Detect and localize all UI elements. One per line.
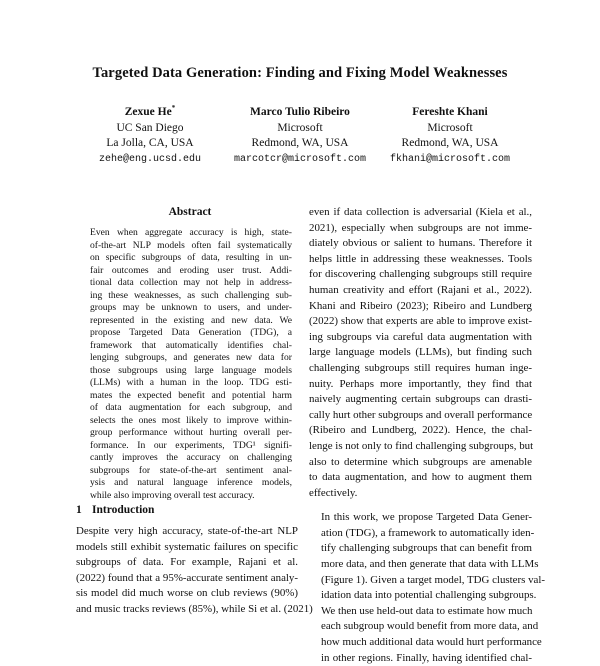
text-line: sis model did much worse on club reviews (90%)	[76, 587, 298, 600]
text-line: large language models (LLMs), but finding such	[309, 346, 532, 359]
text-line: subgroups for state-of-the-art sentiment anal-	[90, 464, 292, 476]
text-line: nuity. Perhaps more importantly, they find that	[309, 377, 532, 390]
text-line: selects the ones most likely to improve within-	[90, 414, 292, 426]
author-email: zehe@eng.ucsd.edu	[98, 153, 202, 165]
text-line: human creativity and effort (Rajani et al., 2022).	[309, 283, 532, 296]
text-line: framework that automatically identifies chal-	[90, 339, 292, 351]
text-line: formance. In our experiments, TDG¹ signifi-	[90, 439, 292, 451]
text-line: represented in the existing and new data. We	[90, 314, 292, 326]
text-line: helps little in addressing these weaknesses. Tools	[309, 252, 532, 265]
text-line: (LLMs) with a human in the loop. TDG esti-	[90, 377, 292, 388]
text-line: naively augmenting certain subgroups can drasti-	[309, 393, 532, 406]
author-location: Redmond, WA, USA	[251, 137, 349, 149]
text-line: challenging subgroups still requires human inge-	[309, 361, 532, 374]
text-line: on specific subgroups of data, resulting in un-	[90, 252, 292, 263]
text-line: ysis and natural language inference models,	[90, 477, 292, 488]
right-column	[309, 205, 546, 666]
text-line: (2022) show that experts are able to improve exist-	[309, 315, 532, 328]
text-line: how much additional data would hurt performance	[321, 636, 542, 649]
author-location: La Jolla, CA, USA	[106, 137, 194, 149]
text-line: diately obvious or salient to humans. Therefore it	[309, 237, 532, 250]
author-email: marcotcr@microsoft.com	[233, 153, 367, 165]
author-name: Zexue He*	[124, 104, 176, 118]
text-line: each subgroup would benefit from more data, and	[321, 620, 539, 633]
author-name: Fereshte Khani	[412, 106, 488, 118]
text-line: also to determine which subgroups are amenable	[309, 455, 532, 468]
text-line: and music tracks reviews (85%), while Si et al. (2021)	[76, 602, 313, 615]
text-line: (Ribeiro and Lundberg, 2022). Hence, the chal-	[309, 424, 532, 437]
section-heading-introduction	[76, 504, 154, 516]
paper-title: Targeted Data Generation: Finding and Fixing Model Weaknesses	[92, 65, 508, 81]
text-line: to data augmentation, and how to augment them	[309, 471, 532, 484]
author-affiliation: Microsoft	[277, 121, 323, 134]
text-line: tional data collection may not help in address-	[90, 277, 292, 288]
text-line: 2021), especially when subgroups are not imme-	[309, 221, 532, 234]
text-line: Despite very high accuracy, state-of-the-art NLP	[76, 525, 298, 537]
text-line: in other regions. Finally, having identified chal-	[321, 651, 532, 664]
author-block-1	[80, 105, 220, 167]
section-title: Introduction	[92, 504, 155, 516]
author-email: fkhani@microsoft.com	[389, 153, 511, 165]
author-location: Redmond, WA, USA	[401, 137, 499, 149]
abstract-heading: Abstract	[168, 206, 212, 218]
text-line: group performance without hurting overall per-	[90, 427, 292, 438]
text-line: In this work, we propose Targeted Data Gener-	[321, 511, 532, 524]
text-line: cally hurt other subgroups and overall performance	[309, 408, 533, 421]
text-line: (2022) found that a 95%-accurate sentiment analy-	[76, 571, 298, 584]
author-affiliation: UC San Diego	[116, 121, 184, 134]
text-line: subgroups of data. For example, Rajani et al.	[76, 556, 298, 569]
intro-paragraph-tdg	[309, 510, 546, 666]
text-line: lenging subgroups, and generates new data for	[90, 352, 292, 363]
text-line: for discovering challenging subgroups still require	[309, 268, 532, 281]
abstract-body	[90, 227, 292, 502]
text-line: groups may be unknown to users, and under-	[90, 302, 292, 313]
text-line: of-the-art NLP models often fail systematically	[90, 239, 292, 251]
author-block-3	[380, 105, 520, 167]
text-line: those subgroups using large language models	[90, 364, 292, 376]
intro-paragraph-continued	[309, 205, 532, 501]
text-line: while also improving overall test accuracy.	[90, 489, 255, 501]
author-affiliation: Microsoft	[427, 121, 473, 134]
text-line: We then use held-out data to estimate how much	[321, 604, 533, 617]
text-line: Khani and Ribeiro (2023); Ribeiro and Lundberg	[309, 299, 532, 312]
text-line: lenge is not only to find challenging subgroups, but	[309, 439, 534, 452]
text-line: fair outcomes and eroding user trust. Addi-	[90, 264, 292, 276]
author-block-2	[225, 105, 375, 167]
text-line: ing these weaknesses, as such challenging sub-	[90, 289, 292, 301]
text-line: propose Targeted Data Generation (TDG), a	[90, 327, 292, 338]
intro-left-column	[76, 524, 313, 618]
text-line: effectively.	[309, 486, 358, 499]
text-line: more data, and then generate that data with LLMs	[321, 558, 539, 571]
text-line: mates the expected benefit and potential harm	[90, 389, 292, 401]
text-line: of data augmentation for each subgroup, and	[90, 402, 292, 413]
text-line: Even when aggregate accuracy is high, state-	[90, 227, 292, 238]
text-line: models still exhibit systematic failures on specific	[76, 540, 298, 553]
text-line: idation data into potential challenging subgroups.	[321, 589, 537, 602]
text-line: ation (TDG), a framework to automatically iden-	[321, 526, 535, 539]
text-line: tify challenging subgroups that can benefit from	[321, 542, 532, 555]
author-name: Marco Tulio Ribeiro	[250, 106, 350, 118]
text-line: ing subgroups via careful data augmentation with	[309, 330, 532, 343]
text-line: even if data collection is adversarial (Kiela et al.,	[309, 206, 532, 218]
text-line: (Figure 1). Given a target model, TDG clusters val-	[321, 573, 546, 586]
section-number: 1	[76, 504, 82, 516]
text-line: cantly improves the accuracy on challenging	[90, 452, 292, 463]
